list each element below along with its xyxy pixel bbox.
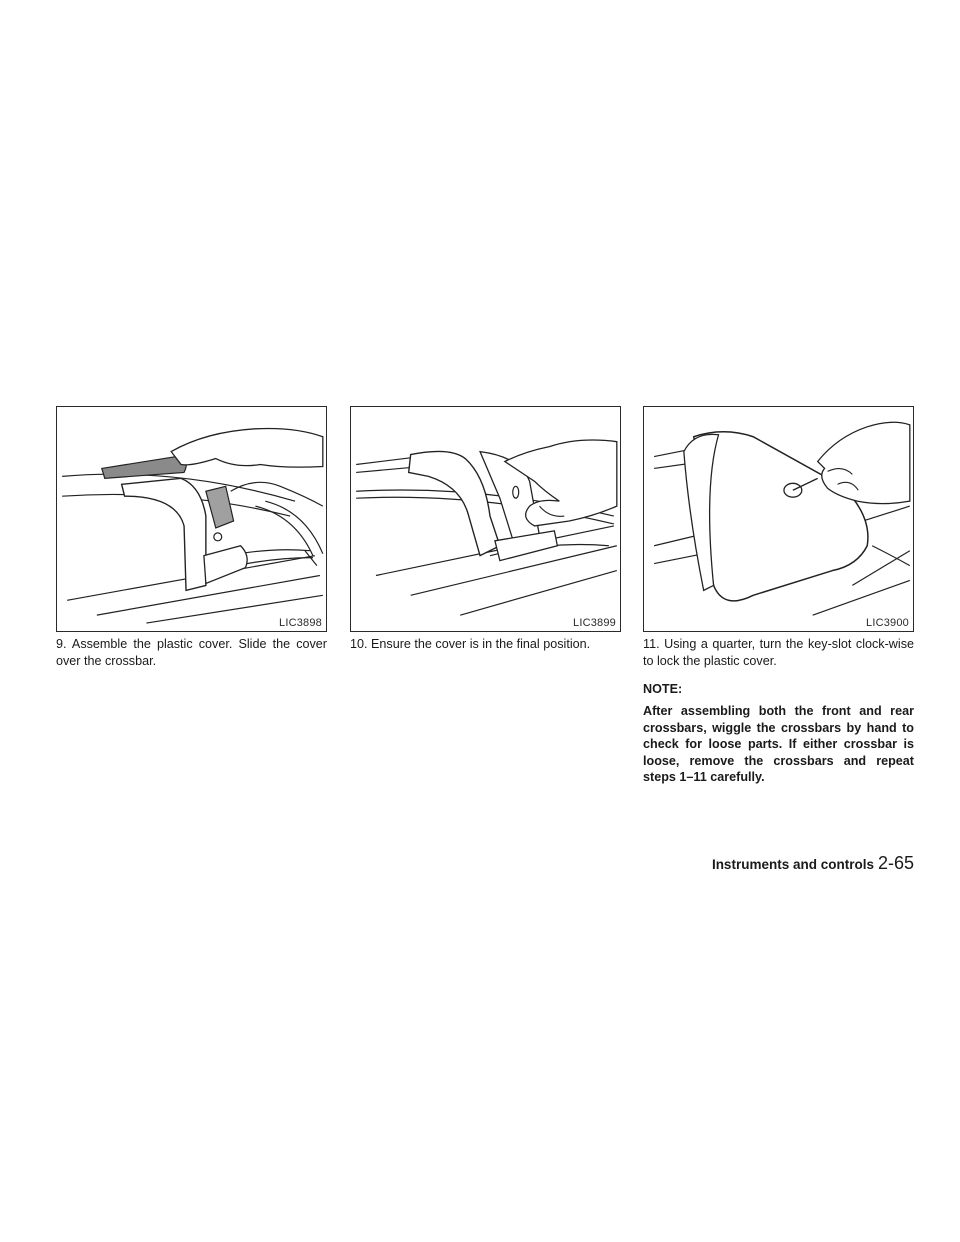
figure-code: LIC3900 bbox=[866, 617, 909, 629]
crossbar-key-slot-lock-illustration bbox=[644, 407, 913, 631]
page-number: 2-65 bbox=[877, 853, 914, 873]
figure-assemble-cover bbox=[56, 406, 327, 632]
step-11-text: 11. Using a quarter, turn the key-slot clock-wise to lock the plastic cover. bbox=[643, 637, 914, 668]
page-footer bbox=[712, 853, 914, 874]
figure-final-position bbox=[350, 406, 621, 632]
step-9-text: 9. Assemble the plastic cover. Slide the cover over the crossbar. bbox=[56, 637, 327, 668]
note-body: After assembling both the front and rear crossbars, wiggle the crossbars by hand to check for loose parts. If either crossbar is loose, remove the crossbars and repeat steps 1–11 carefully. bbox=[643, 704, 914, 784]
note-title: NOTE: bbox=[643, 682, 683, 696]
crossbar-cover-slide-illustration bbox=[57, 407, 326, 631]
step-10-text: 10. Ensure the cover is in the final position. bbox=[350, 637, 591, 651]
figure-lock-cover bbox=[643, 406, 914, 632]
footer-section-title: Instruments and controls bbox=[711, 857, 874, 872]
figure-code: LIC3898 bbox=[279, 617, 322, 629]
crossbar-cover-final-position-illustration bbox=[351, 407, 620, 631]
figure-code: LIC3899 bbox=[573, 617, 616, 629]
